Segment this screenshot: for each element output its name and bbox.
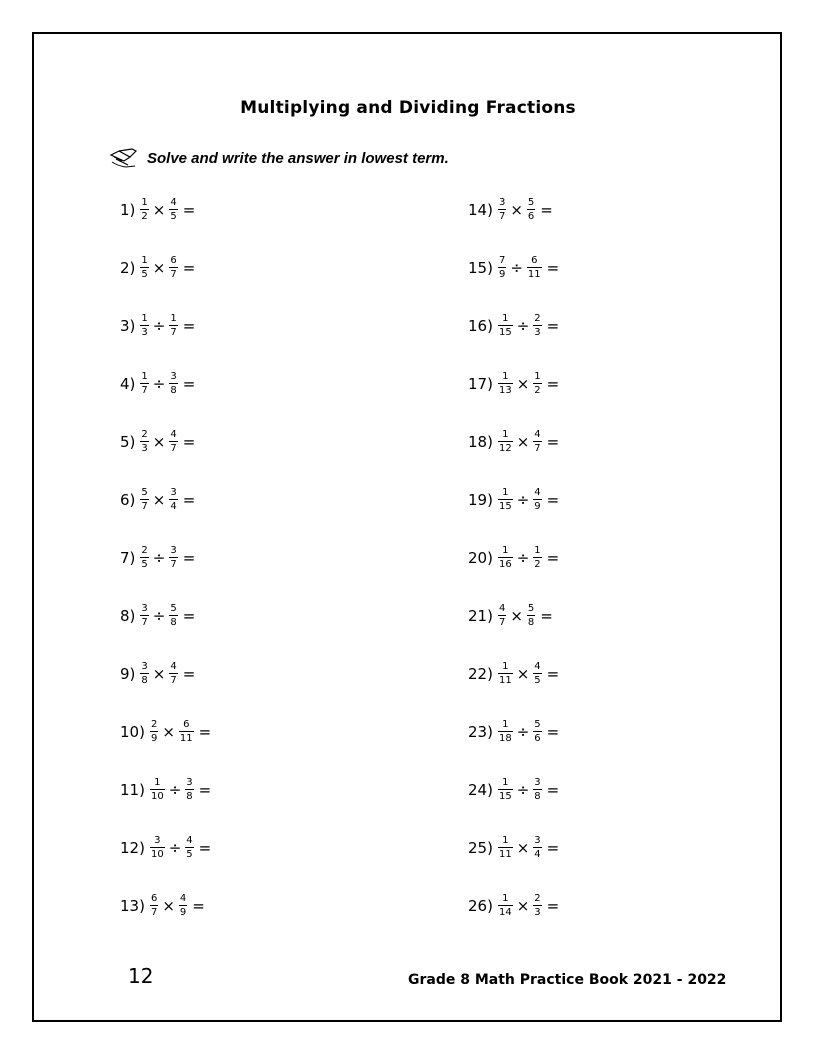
denominator: 16 xyxy=(498,559,512,570)
problem-number: 18) xyxy=(468,433,493,451)
problem-item xyxy=(468,717,559,747)
problem-item xyxy=(120,717,211,747)
numerator: 3 xyxy=(534,835,541,846)
denominator: 11 xyxy=(179,733,193,744)
denominator: 15 xyxy=(498,501,512,512)
problem-number: 6) xyxy=(120,491,136,509)
operator: ÷ xyxy=(168,839,182,857)
numerator: 2 xyxy=(141,545,148,556)
problem-number: 25) xyxy=(468,839,493,857)
instruction-text: Solve and write the answer in lowest term. xyxy=(147,150,449,167)
problem-item xyxy=(468,311,559,341)
numerator: 1 xyxy=(502,777,509,788)
numerator: 1 xyxy=(502,429,509,440)
denominator: 7 xyxy=(170,443,177,454)
fraction xyxy=(498,720,513,744)
fraction xyxy=(498,778,513,802)
denominator: 9 xyxy=(498,269,506,280)
problem-item xyxy=(120,253,195,283)
problem-number: 20) xyxy=(468,549,493,567)
problem-item xyxy=(120,369,195,399)
operator: ÷ xyxy=(168,781,182,799)
denominator: 9 xyxy=(534,501,541,512)
operator: ÷ xyxy=(516,491,530,509)
fraction xyxy=(169,198,177,222)
fraction xyxy=(169,604,177,628)
operator: ÷ xyxy=(510,259,523,277)
denominator: 7 xyxy=(534,443,541,454)
numerator: 6 xyxy=(170,255,177,266)
numerator: 1 xyxy=(141,313,148,324)
denominator: 5 xyxy=(534,675,541,686)
equals-sign: = xyxy=(182,317,196,335)
equals-sign: = xyxy=(182,665,196,683)
denominator: 13 xyxy=(498,385,512,396)
denominator: 5 xyxy=(141,269,148,280)
numerator: 4 xyxy=(498,603,506,614)
equals-sign: = xyxy=(198,781,212,799)
problem-item xyxy=(468,659,559,689)
problem-item xyxy=(468,369,559,399)
equals-sign: = xyxy=(546,317,560,335)
denominator: 8 xyxy=(534,791,541,802)
problem-number: 12) xyxy=(120,839,145,857)
problem-number: 7) xyxy=(120,549,136,567)
problem-number: 14) xyxy=(468,201,493,219)
problem-number: 22) xyxy=(468,665,493,683)
fraction xyxy=(533,430,541,454)
operator: × xyxy=(516,839,530,857)
problem-number: 4) xyxy=(120,375,136,393)
fraction xyxy=(498,488,513,512)
equals-sign: = xyxy=(540,607,553,625)
denominator: 12 xyxy=(498,443,512,454)
problem-number: 24) xyxy=(468,781,493,799)
fraction xyxy=(140,430,148,454)
equals-sign: = xyxy=(182,375,196,393)
fraction xyxy=(498,314,513,338)
problem-number: 9) xyxy=(120,665,136,683)
equals-sign: = xyxy=(546,491,560,509)
operator: × xyxy=(152,259,166,277)
numerator: 1 xyxy=(154,777,161,788)
problem-number: 13) xyxy=(120,897,145,915)
denominator: 7 xyxy=(170,327,177,338)
denominator: 11 xyxy=(527,269,541,280)
denominator: 5 xyxy=(141,559,148,570)
problem-number: 17) xyxy=(468,375,493,393)
denominator: 18 xyxy=(498,733,512,744)
denominator: 8 xyxy=(170,617,177,628)
numerator: 4 xyxy=(534,661,541,672)
equals-sign: = xyxy=(192,897,205,915)
numerator: 4 xyxy=(179,893,187,904)
numerator: 6 xyxy=(150,893,158,904)
numerator: 1 xyxy=(502,893,509,904)
problem-number: 11) xyxy=(120,781,145,799)
denominator: 9 xyxy=(179,907,187,918)
operator: ÷ xyxy=(516,317,530,335)
fraction xyxy=(498,198,506,222)
operator: × xyxy=(152,201,166,219)
problem-number: 15) xyxy=(468,259,493,277)
equals-sign: = xyxy=(546,375,560,393)
fraction xyxy=(140,488,148,512)
equals-sign: = xyxy=(546,259,560,277)
problem-item xyxy=(120,891,205,921)
denominator: 5 xyxy=(170,211,177,222)
fraction xyxy=(169,256,177,280)
operator: × xyxy=(516,897,530,915)
fraction xyxy=(185,778,193,802)
equals-sign: = xyxy=(182,201,196,219)
fraction xyxy=(527,198,535,222)
denominator: 7 xyxy=(141,385,148,396)
operator: × xyxy=(152,491,166,509)
problem-item xyxy=(468,485,559,515)
operator: × xyxy=(510,201,523,219)
problem-item xyxy=(468,891,559,921)
numerator: 1 xyxy=(502,719,509,730)
fraction xyxy=(169,662,177,686)
denominator: 2 xyxy=(141,211,148,222)
fraction xyxy=(498,372,513,396)
denominator: 2 xyxy=(534,559,541,570)
denominator: 10 xyxy=(150,791,164,802)
operator: × xyxy=(162,897,175,915)
denominator: 15 xyxy=(498,327,512,338)
operator: ÷ xyxy=(152,607,166,625)
denominator: 3 xyxy=(141,327,148,338)
fraction xyxy=(498,430,513,454)
problem-item xyxy=(120,195,195,225)
numerator: 7 xyxy=(498,255,506,266)
fraction xyxy=(533,314,541,338)
problem-number: 3) xyxy=(120,317,136,335)
numerator: 1 xyxy=(534,371,541,382)
fraction xyxy=(169,430,177,454)
denominator: 8 xyxy=(527,617,535,628)
fraction xyxy=(140,198,148,222)
numerator: 4 xyxy=(170,661,177,672)
operator: × xyxy=(516,433,530,451)
denominator: 7 xyxy=(170,675,177,686)
numerator: 3 xyxy=(170,371,177,382)
numerator: 1 xyxy=(502,313,509,324)
problem-number: 8) xyxy=(120,607,136,625)
problem-number: 1) xyxy=(120,201,136,219)
problem-item xyxy=(120,311,195,341)
fraction xyxy=(140,546,148,570)
fraction xyxy=(498,256,506,280)
fraction xyxy=(140,372,148,396)
numerator: 4 xyxy=(170,197,177,208)
equals-sign: = xyxy=(182,259,196,277)
equals-sign: = xyxy=(540,201,553,219)
footer-text: Grade 8 Math Practice Book 2021 - 2022 xyxy=(408,972,727,988)
fraction xyxy=(498,662,513,686)
equals-sign: = xyxy=(182,491,196,509)
denominator: 4 xyxy=(170,501,177,512)
denominator: 6 xyxy=(534,733,541,744)
equals-sign: = xyxy=(546,549,560,567)
numerator: 4 xyxy=(170,429,177,440)
problem-item xyxy=(120,775,211,805)
numerator: 2 xyxy=(150,719,158,730)
numerator: 5 xyxy=(170,603,177,614)
denominator: 11 xyxy=(498,849,512,860)
numerator: 5 xyxy=(527,197,535,208)
page-number: 12 xyxy=(128,964,154,988)
fraction xyxy=(498,894,513,918)
equals-sign: = xyxy=(182,549,196,567)
denominator: 9 xyxy=(150,733,158,744)
numerator: 3 xyxy=(170,545,177,556)
equals-sign: = xyxy=(546,723,560,741)
fraction xyxy=(179,720,194,744)
denominator: 3 xyxy=(141,443,148,454)
denominator: 6 xyxy=(527,211,535,222)
numerator: 3 xyxy=(141,661,148,672)
problem-number: 19) xyxy=(468,491,493,509)
fraction xyxy=(533,546,541,570)
denominator: 14 xyxy=(498,907,512,918)
numerator: 1 xyxy=(170,313,177,324)
problem-item xyxy=(468,601,553,631)
problem-item xyxy=(120,601,195,631)
numerator: 1 xyxy=(502,487,509,498)
fraction xyxy=(179,894,187,918)
denominator: 7 xyxy=(498,211,506,222)
problem-item xyxy=(468,253,559,283)
fraction xyxy=(533,488,541,512)
fraction xyxy=(498,836,513,860)
operator: × xyxy=(516,375,530,393)
denominator: 3 xyxy=(534,907,541,918)
fraction xyxy=(150,778,165,802)
denominator: 8 xyxy=(170,385,177,396)
problem-number: 21) xyxy=(468,607,493,625)
problem-number: 23) xyxy=(468,723,493,741)
numerator: 4 xyxy=(534,487,541,498)
equals-sign: = xyxy=(198,839,212,857)
fraction xyxy=(169,314,177,338)
equals-sign: = xyxy=(182,607,196,625)
denominator: 7 xyxy=(170,269,177,280)
numerator: 1 xyxy=(141,371,148,382)
denominator: 7 xyxy=(150,907,158,918)
fraction xyxy=(140,256,148,280)
fraction xyxy=(533,836,541,860)
problem-number: 10) xyxy=(120,723,145,741)
fraction xyxy=(140,604,148,628)
fraction xyxy=(533,372,541,396)
problem-item xyxy=(120,833,211,863)
operator: ÷ xyxy=(516,781,530,799)
numerator: 5 xyxy=(141,487,148,498)
numerator: 1 xyxy=(141,197,148,208)
operator: ÷ xyxy=(516,549,530,567)
numerator: 3 xyxy=(154,835,161,846)
page-border xyxy=(32,32,782,1022)
equals-sign: = xyxy=(546,839,560,857)
equals-sign: = xyxy=(182,433,196,451)
numerator: 4 xyxy=(186,835,193,846)
problem-item xyxy=(468,543,559,573)
problem-item xyxy=(468,775,559,805)
denominator: 8 xyxy=(141,675,148,686)
operator: × xyxy=(162,723,175,741)
denominator: 7 xyxy=(141,501,148,512)
problem-item xyxy=(120,485,195,515)
fraction xyxy=(150,836,165,860)
operator: × xyxy=(152,433,166,451)
problem-item xyxy=(468,195,553,225)
fraction xyxy=(140,662,148,686)
operator: ÷ xyxy=(152,317,166,335)
equals-sign: = xyxy=(546,665,560,683)
fraction xyxy=(150,720,158,744)
problem-number: 5) xyxy=(120,433,136,451)
numerator: 2 xyxy=(141,429,148,440)
numerator: 2 xyxy=(534,313,541,324)
numerator: 3 xyxy=(170,487,177,498)
problem-item xyxy=(120,659,195,689)
denominator: 7 xyxy=(498,617,506,628)
numerator: 3 xyxy=(534,777,541,788)
denominator: 3 xyxy=(534,327,541,338)
numerator: 5 xyxy=(534,719,541,730)
problem-item xyxy=(468,833,559,863)
fraction xyxy=(498,604,506,628)
fraction xyxy=(533,720,541,744)
numerator: 3 xyxy=(186,777,193,788)
operator: ÷ xyxy=(152,375,166,393)
pencil-writing-icon xyxy=(108,146,138,168)
problem-number: 26) xyxy=(468,897,493,915)
problem-number: 2) xyxy=(120,259,136,277)
numerator: 1 xyxy=(502,371,509,382)
denominator: 4 xyxy=(534,849,541,860)
fraction xyxy=(527,256,542,280)
equals-sign: = xyxy=(198,723,212,741)
fraction xyxy=(533,662,541,686)
fraction xyxy=(169,488,177,512)
fraction xyxy=(169,372,177,396)
numerator: 1 xyxy=(502,661,509,672)
fraction xyxy=(185,836,193,860)
problem-item xyxy=(468,427,559,457)
operator: ÷ xyxy=(152,549,166,567)
denominator: 5 xyxy=(186,849,193,860)
numerator: 3 xyxy=(498,197,506,208)
denominator: 2 xyxy=(534,385,541,396)
numerator: 1 xyxy=(502,835,509,846)
numerator: 1 xyxy=(502,545,509,556)
operator: ÷ xyxy=(516,723,530,741)
numerator: 1 xyxy=(141,255,148,266)
numerator: 4 xyxy=(534,429,541,440)
denominator: 8 xyxy=(186,791,193,802)
fraction xyxy=(533,778,541,802)
denominator: 7 xyxy=(141,617,148,628)
fraction xyxy=(498,546,513,570)
operator: × xyxy=(510,607,523,625)
numerator: 2 xyxy=(534,893,541,904)
problem-item xyxy=(120,543,195,573)
problem-number: 16) xyxy=(468,317,493,335)
numerator: 1 xyxy=(534,545,541,556)
numerator: 5 xyxy=(527,603,535,614)
fraction xyxy=(533,894,541,918)
fraction xyxy=(169,546,177,570)
operator: × xyxy=(516,665,530,683)
page-title: Multiplying and Dividing Fractions xyxy=(240,98,576,118)
fraction xyxy=(140,314,148,338)
denominator: 10 xyxy=(150,849,164,860)
fraction xyxy=(150,894,158,918)
denominator: 11 xyxy=(498,675,512,686)
equals-sign: = xyxy=(546,897,560,915)
numerator: 6 xyxy=(531,255,538,266)
denominator: 7 xyxy=(170,559,177,570)
operator: × xyxy=(152,665,166,683)
numerator: 3 xyxy=(141,603,148,614)
fraction xyxy=(527,604,535,628)
problem-item xyxy=(120,427,195,457)
equals-sign: = xyxy=(546,781,560,799)
numerator: 6 xyxy=(183,719,190,730)
denominator: 15 xyxy=(498,791,512,802)
equals-sign: = xyxy=(546,433,560,451)
